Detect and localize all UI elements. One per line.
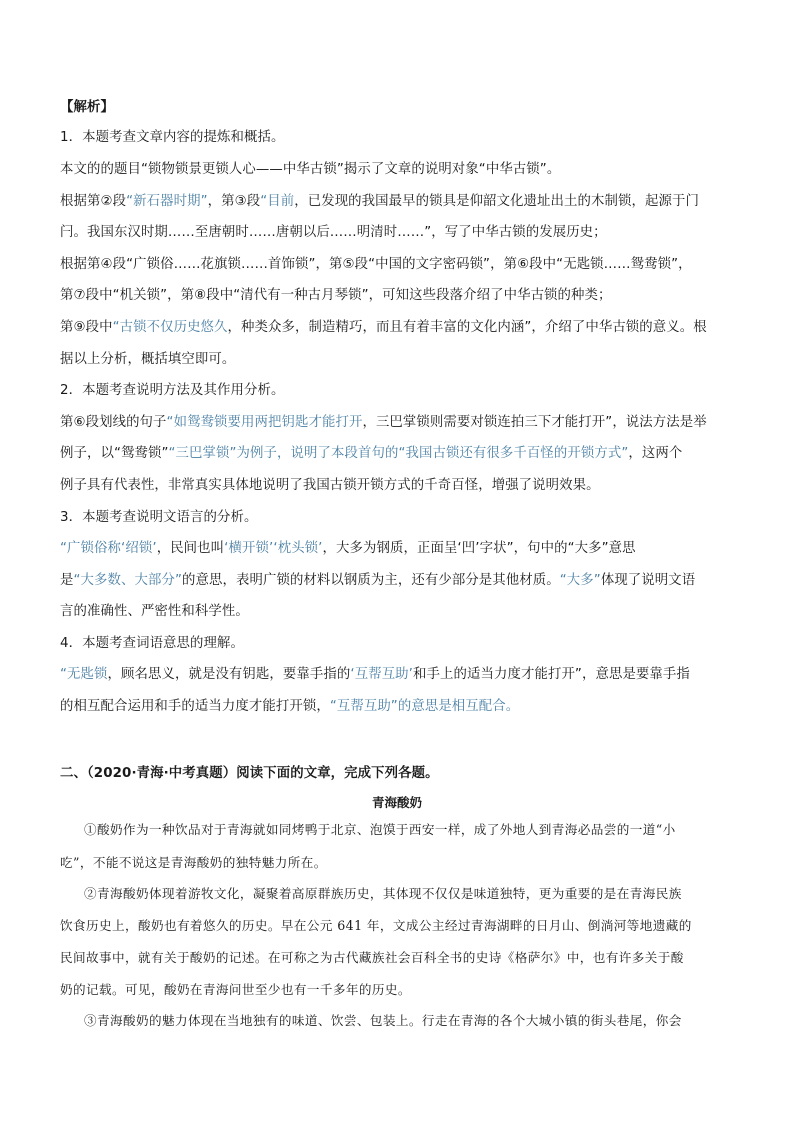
text: ，种类众多，制造精巧，而且有着丰富的文化内涵”，介绍了中华古锁的意义。根 (227, 320, 707, 335)
q1-line-3: 闩。我国东汉时期……至唐朝时……唐朝以后……明清时……”，写了中华古锁的发展历史； (60, 225, 607, 240)
q1-stem: 1．本题考查文章内容的提炼和概括。 (60, 130, 285, 145)
highlight-text: “广锁俗称‘绍锁’ (60, 541, 157, 556)
q1-line-4: 根据第④段“广锁俗……花旗锁……首饰锁”，第⑤段“中国的文字密码锁”，第⑥段中“无匙锁……鸳鸯锁”， (60, 257, 692, 272)
highlight-text: “目前 (260, 194, 295, 209)
q2-line-2 (60, 444, 740, 464)
q1-line-6 (60, 318, 740, 338)
q4-line-1 (60, 665, 740, 685)
highlight-text: “大多” (559, 573, 601, 588)
text: ，顾名思义，就是没有钥匙，要靠手指的 (107, 667, 351, 682)
article-p3-line-1: ③青海酸奶的魅力体现在当地独有的味道、饮尝、包装上。行走在青海的各个大城小镇的街头巷尾，你会 (84, 1013, 682, 1028)
text: 是 (60, 573, 74, 588)
highlight-text: “大多数、大部分” (73, 573, 183, 588)
q4-stem: 4．本题考查词语意思的理解。 (60, 636, 244, 651)
article-p1-line-2: 吃”，不能不说这是青海酸奶的独特魅力所在。 (60, 855, 327, 870)
text: 第⑨段中 (60, 320, 113, 335)
highlight-text: ‘互帮互助’ (350, 667, 414, 682)
q2-stem: 2．本题考查说明方法及其作用分析。 (60, 383, 285, 398)
q1-line-1: 本文的的题目“锁物锁景更锁人心——中华古锁”揭示了文章的说明对象“中华古锁”。 (60, 162, 561, 177)
text: 例子，以“鸳鸯锁” (60, 446, 169, 461)
q3-stem: 3．本题考查说明文语言的分析。 (60, 510, 258, 525)
highlight-text: “如鸳鸯锁要用两把钥匙才能打开 (166, 415, 363, 430)
text: 第⑥段划线的句子 (60, 415, 167, 430)
article-p2-line-4: 奶的记载。可见，酸奶在青海问世至少也有一千多年的历史。 (60, 982, 411, 997)
q3-line-2 (60, 571, 740, 591)
q4-line-2 (60, 697, 740, 717)
highlight-text: “新石器时期” (126, 194, 208, 209)
q2-line-1 (60, 413, 740, 433)
text: 根据第②段 (60, 194, 127, 209)
highlight-text: “无匙锁 (60, 667, 108, 682)
text: ，已发现的我国最早的锁具是仰韶文化遗址出土的木制锁，起源于门 (294, 194, 699, 209)
text: ，民间也叫 (156, 541, 225, 556)
section2-heading: 二、（2020·青海·中考真题）阅读下面的文章，完成下列各题。 (60, 766, 439, 781)
article-p2-line-3: 民间故事中，就有关于酸奶的记述。在可称之为古代藏族社会百科全书的史诗《格萨尔》中，也有许多关于酸 (60, 950, 684, 965)
article-title: 青海酸奶 (371, 795, 422, 810)
text: ，这两个 (628, 446, 683, 461)
highlight-text: “三巴掌锁”为例子，说明了本段首句的“我国古锁还有很多千百怪的开锁方式” (168, 446, 629, 461)
q1-line-2 (60, 192, 740, 212)
q3-line-3: 言的准确性、严密性和科学性。 (60, 604, 249, 619)
q2-line-3: 例子具有代表性，非常真实具体地说明了我国古锁开锁方式的千奇百怪，增强了说明效果。 (60, 478, 600, 493)
text: 的相互配合运用和手的适当力度才能打开锁， (60, 699, 330, 714)
text: 体现了说明文语 (600, 573, 696, 588)
q1-line-5: 第⑦段中“机关锁”，第⑧段中“清代有一种古月琴锁”，可知这些段落介绍了中华古锁的种类； (60, 288, 612, 303)
highlight-text: “互帮互助”的意思是相互配合。 (329, 699, 520, 714)
text: ，三巴掌锁则需要对锁连拍三下才能打开”，说法方法是举 (362, 415, 707, 430)
highlight-text: “古锁不仅历史悠久 (112, 320, 228, 335)
q3-line-1 (60, 539, 740, 559)
article-p1-line-1: ①酸奶作为一种饮品对于青海就如同烤鸭于北京、泡馍于西安一样，成了外地人到青海必品尝的一道“小 (84, 822, 676, 837)
highlight-text: ‘横开锁’‘枕头锁’ (224, 541, 323, 556)
text: 和手上的适当力度才能打开”，意思是要靠手指 (413, 667, 690, 682)
analysis-heading: 【解析】 (60, 100, 114, 115)
text: ，大多为钢质，正面呈‘凹’字状”，句中的“大多”意思 (322, 541, 636, 556)
article-p2-line-2: 饮食历史上，酸奶也有着悠久的历史。早在公元 641 年，文成公主经过青海湖畔的日月山、倒淌河等地遗藏的 (60, 918, 692, 933)
q1-line-7: 据以上分析，概括填空即可。 (60, 352, 236, 367)
text: 的意思，表明广锁的材料以钢质为主，还有少部分是其他材质。 (182, 573, 560, 588)
article-p2-line-1: ②青海酸奶体现着游牧文化，凝聚着高原群族历史，其体现不仅仅是味道独特，更为重要的是在青海民族 (84, 886, 682, 901)
text: ，第③段 (207, 194, 261, 209)
